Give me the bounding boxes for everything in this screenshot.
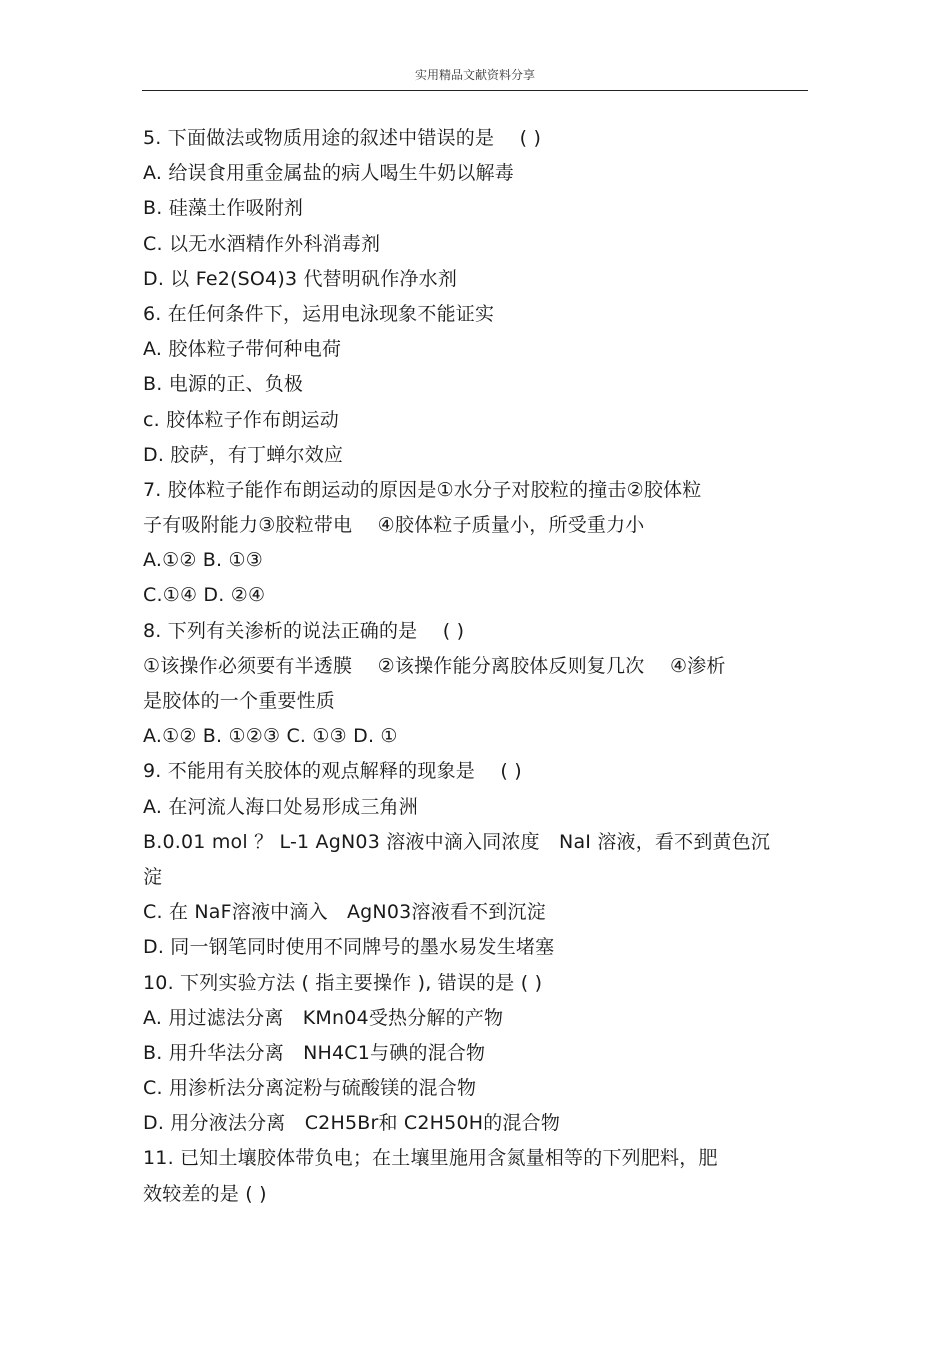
question-11-stem-line-2: 效较差的是 ( ) <box>143 1182 267 1205</box>
question-7-options-ab: A.①② B. ①③ <box>143 549 263 572</box>
question-8-options: A.①② B. ①②③ C. ①③ D. ① <box>143 725 398 748</box>
question-6-option-a: A. 胶体粒子带何种电荷 <box>143 338 342 361</box>
document-body <box>143 121 808 1212</box>
question-6-stem: 6. 在任何条件下，运用电泳现象不能证实 <box>143 302 495 325</box>
question-8-statements-line-2: 是胶体的一个重要性质 <box>143 690 336 712</box>
question-10-option-d: D. 用分液法分离 C2H5Br和 C2H50H的混合物 <box>143 1112 561 1135</box>
question-9-stem: 9. 不能用有关胶体的观点解释的现象是 ( ) <box>143 760 522 783</box>
question-5-option-a: A. 给误食用重金属盐的病人喝生牛奶以解毒 <box>143 162 514 185</box>
question-10-option-c: C. 用渗析法分离淀粉与硫酸镁的混合物 <box>143 1077 477 1100</box>
page-header-title: 实用精品文献资料分享 <box>414 68 535 82</box>
question-6-option-d: D. 胶萨，有丁蝉尔效应 <box>143 443 344 466</box>
question-9-option-b-line-1: B.0.01 mol ？ L-1 AgN03 溶液中滴入同浓度 NaI 溶液，看不到黄色沉 <box>143 830 771 853</box>
question-5-stem: 5. 下面做法或物质用途的叙述中错误的是 ( ) <box>143 127 542 149</box>
question-9-option-d: D. 同一钢笔同时使用不同牌号的墨水易发生堵塞 <box>143 936 555 959</box>
question-5-option-d: D. 以 Fe2(SO4)3 代替明矾作净水剂 <box>143 267 458 290</box>
question-9-option-c: C. 在 NaF溶液中滴入 AgN03溶液看不到沉淀 <box>143 901 546 924</box>
question-8-stem: 8. 下列有关渗析的说法正确的是 ( ) <box>143 619 465 642</box>
question-9-option-b-line-2: 淀 <box>143 865 163 888</box>
question-8-statements-line-1: ①该操作必须要有半透膜 ②该操作能分离胶体反则复几次 ④渗析 <box>143 654 726 677</box>
question-10-option-a: A. 用过滤法分离 KMn04受热分解的产物 <box>143 1006 504 1029</box>
question-7-stem-line-2: 子有吸附能力③胶粒带电 ④胶体粒子质量小，所受重力小 <box>143 514 645 537</box>
question-5-option-c: C. 以无水酒精作外科消毒剂 <box>143 232 381 255</box>
question-7-stem-line-1: 7. 胶体粒子能作布朗运动的原因是①水分子对胶粒的撞击②胶体粒 <box>143 478 702 501</box>
question-5-option-b: B. 硅藻土作吸附剂 <box>143 197 304 220</box>
question-10-option-b: B. 用升华法分离 NH4C1与碘的混合物 <box>143 1041 486 1064</box>
question-11-stem-line-1: 11. 已知土壤胶体带负电；在土壤里施用含氮量相等的下列肥料，肥 <box>143 1147 718 1170</box>
question-7-options-cd: C.①④ D. ②④ <box>143 584 266 607</box>
question-6-option-c: c. 胶体粒子作布朗运动 <box>143 408 339 431</box>
question-6-option-b: B. 电源的正、负极 <box>143 373 304 396</box>
question-9-option-a: A. 在河流人海口处易形成三角洲 <box>143 795 418 818</box>
header-divider <box>142 90 808 91</box>
question-10-stem: 10. 下列实验方法 ( 指主要操作 ), 错误的是 ( ) <box>143 971 543 994</box>
